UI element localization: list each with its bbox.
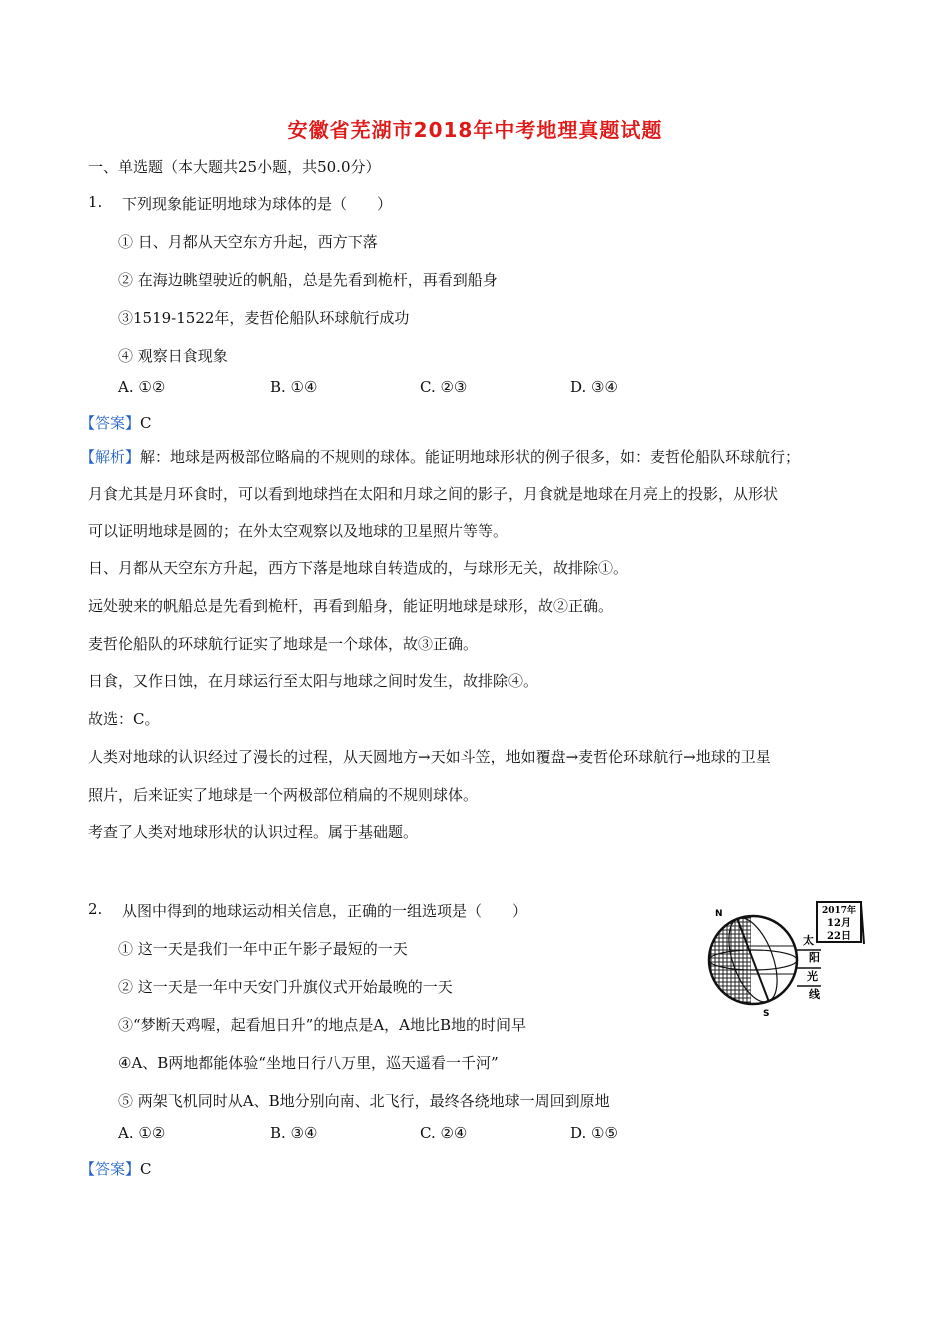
q1-analysis-line-8: 故选：C。 (88, 710, 160, 728)
q1-option-d: D. ③④ (570, 378, 618, 396)
q1-option-c: C. ②③ (420, 378, 468, 396)
q1-analysis-line-5: 远处驶来的帆船总是先看到桅杆，再看到船身，能证明地球是球形，故②正确。 (88, 597, 614, 615)
sunlight-label (797, 933, 821, 1001)
q2-answer: C (140, 1160, 152, 1178)
q1-item-1: ① 日、月都从天空东方升起，西方下落 (118, 233, 378, 251)
q1-analysis-line-7: 日食，又作日蚀，在月球运行至太阳与地球之间时发生，故排除④。 (88, 672, 539, 690)
q2-item-4: ④A、B两地都能体验“坐地日行八万里，巡天遥看一千河” (118, 1054, 499, 1072)
q1-analysis-line-10: 照片，后来证实了地球是一个两极部位稍扁的不规则球体。 (88, 786, 479, 804)
north-label: N (715, 909, 723, 919)
q1-analysis-line-6: 麦哲伦船队的环球航行证实了地球是一个球体，故③正确。 (88, 635, 479, 653)
q2-option-b: B. ③④ (270, 1124, 318, 1142)
q2-number: 2. (88, 900, 103, 918)
q2-item-1: ① 这一天是我们一年中正午影子最短的一天 (118, 940, 408, 958)
calendar-month: 12月 (827, 918, 851, 929)
q2-option-d: D. ①⑤ (570, 1124, 618, 1142)
q1-answer: C (140, 414, 152, 432)
south-label: S (763, 1009, 770, 1018)
q1-item-4: ④ 观察日食现象 (118, 347, 228, 365)
q1-item-2: ② 在海边眺望驶近的帆船，总是先看到桅杆，再看到船身 (118, 271, 498, 289)
svg-text:阳: 阳 (809, 951, 820, 964)
q1-item-3: ③1519-1522年，麦哲伦船队环球航行成功 (118, 309, 410, 327)
q1-answer-line (80, 412, 152, 433)
q2-answer-line (80, 1158, 152, 1179)
answer-tag: 【答案】 (80, 414, 141, 432)
svg-text:太: 太 (803, 934, 814, 947)
q2-item-5: ⑤ 两架飞机同时从A、B地分别向南、北飞行，最终各绕地球一周回到原地 (118, 1092, 610, 1110)
q2-item-2: ② 这一天是一年中天安门升旗仪式开始最晚的一天 (118, 978, 453, 996)
q1-option-b: B. ①④ (270, 378, 318, 396)
q1-analysis-line-4: 日、月都从天空东方升起，西方下落是地球自转造成的，与球形无关，故排除①。 (88, 559, 629, 577)
q1-option-a: A. ①② (118, 378, 166, 396)
calendar-box (817, 902, 864, 944)
q1-analysis-line-3: 可以证明地球是圆的；在外太空观察以及地球的卫星照片等等。 (88, 522, 509, 540)
q1-analysis-line-9: 人类对地球的认识经过了漫长的过程，从天圆地方→天如斗笠，地如覆盘→麦哲伦环球航行→地球的卫星 (88, 748, 771, 766)
page-title: 安徽省芜湖市2018年中考地理真题试题 (287, 118, 663, 142)
q2-stem: 从图中得到的地球运动相关信息，正确的一组选项是（ ） (122, 902, 528, 920)
globe (705, 910, 797, 1010)
analysis-tag: 【解析】 (80, 448, 141, 466)
svg-text:光: 光 (807, 970, 818, 983)
svg-text:线: 线 (809, 988, 820, 1001)
earth-illumination-figure (705, 900, 865, 1018)
section-heading: 一、单选题（本大题共25小题，共50.0分） (88, 158, 381, 176)
q1-number: 1. (88, 193, 103, 211)
q1-stem: 下列现象能证明地球为球体的是（ ） (122, 195, 393, 213)
q2-option-a: A. ①② (118, 1124, 166, 1142)
q1-analysis-line-11: 考查了人类对地球形状的认识过程。属于基础题。 (88, 823, 419, 841)
calendar-year: 2017年 (821, 906, 857, 916)
q2-item-3: ③“梦断天鸡喔，起看旭日升”的地点是A，A地比B地的时间早 (118, 1016, 527, 1034)
q1-analysis-line-2: 月食尤其是月环食时，可以看到地球挡在太阳和月球之间的影子，月食就是地球在月亮上的投影，从形状 (88, 485, 779, 503)
q2-option-c: C. ②④ (420, 1124, 468, 1142)
calendar-day: 22日 (827, 931, 851, 942)
answer-tag-2: 【答案】 (80, 1160, 141, 1178)
q1-analysis-line-1: 【解析】解：地球是两极部位略扁的不规则的球体。能证明地球形状的例子很多，如：麦哲伦船队环球航行； (80, 448, 801, 466)
